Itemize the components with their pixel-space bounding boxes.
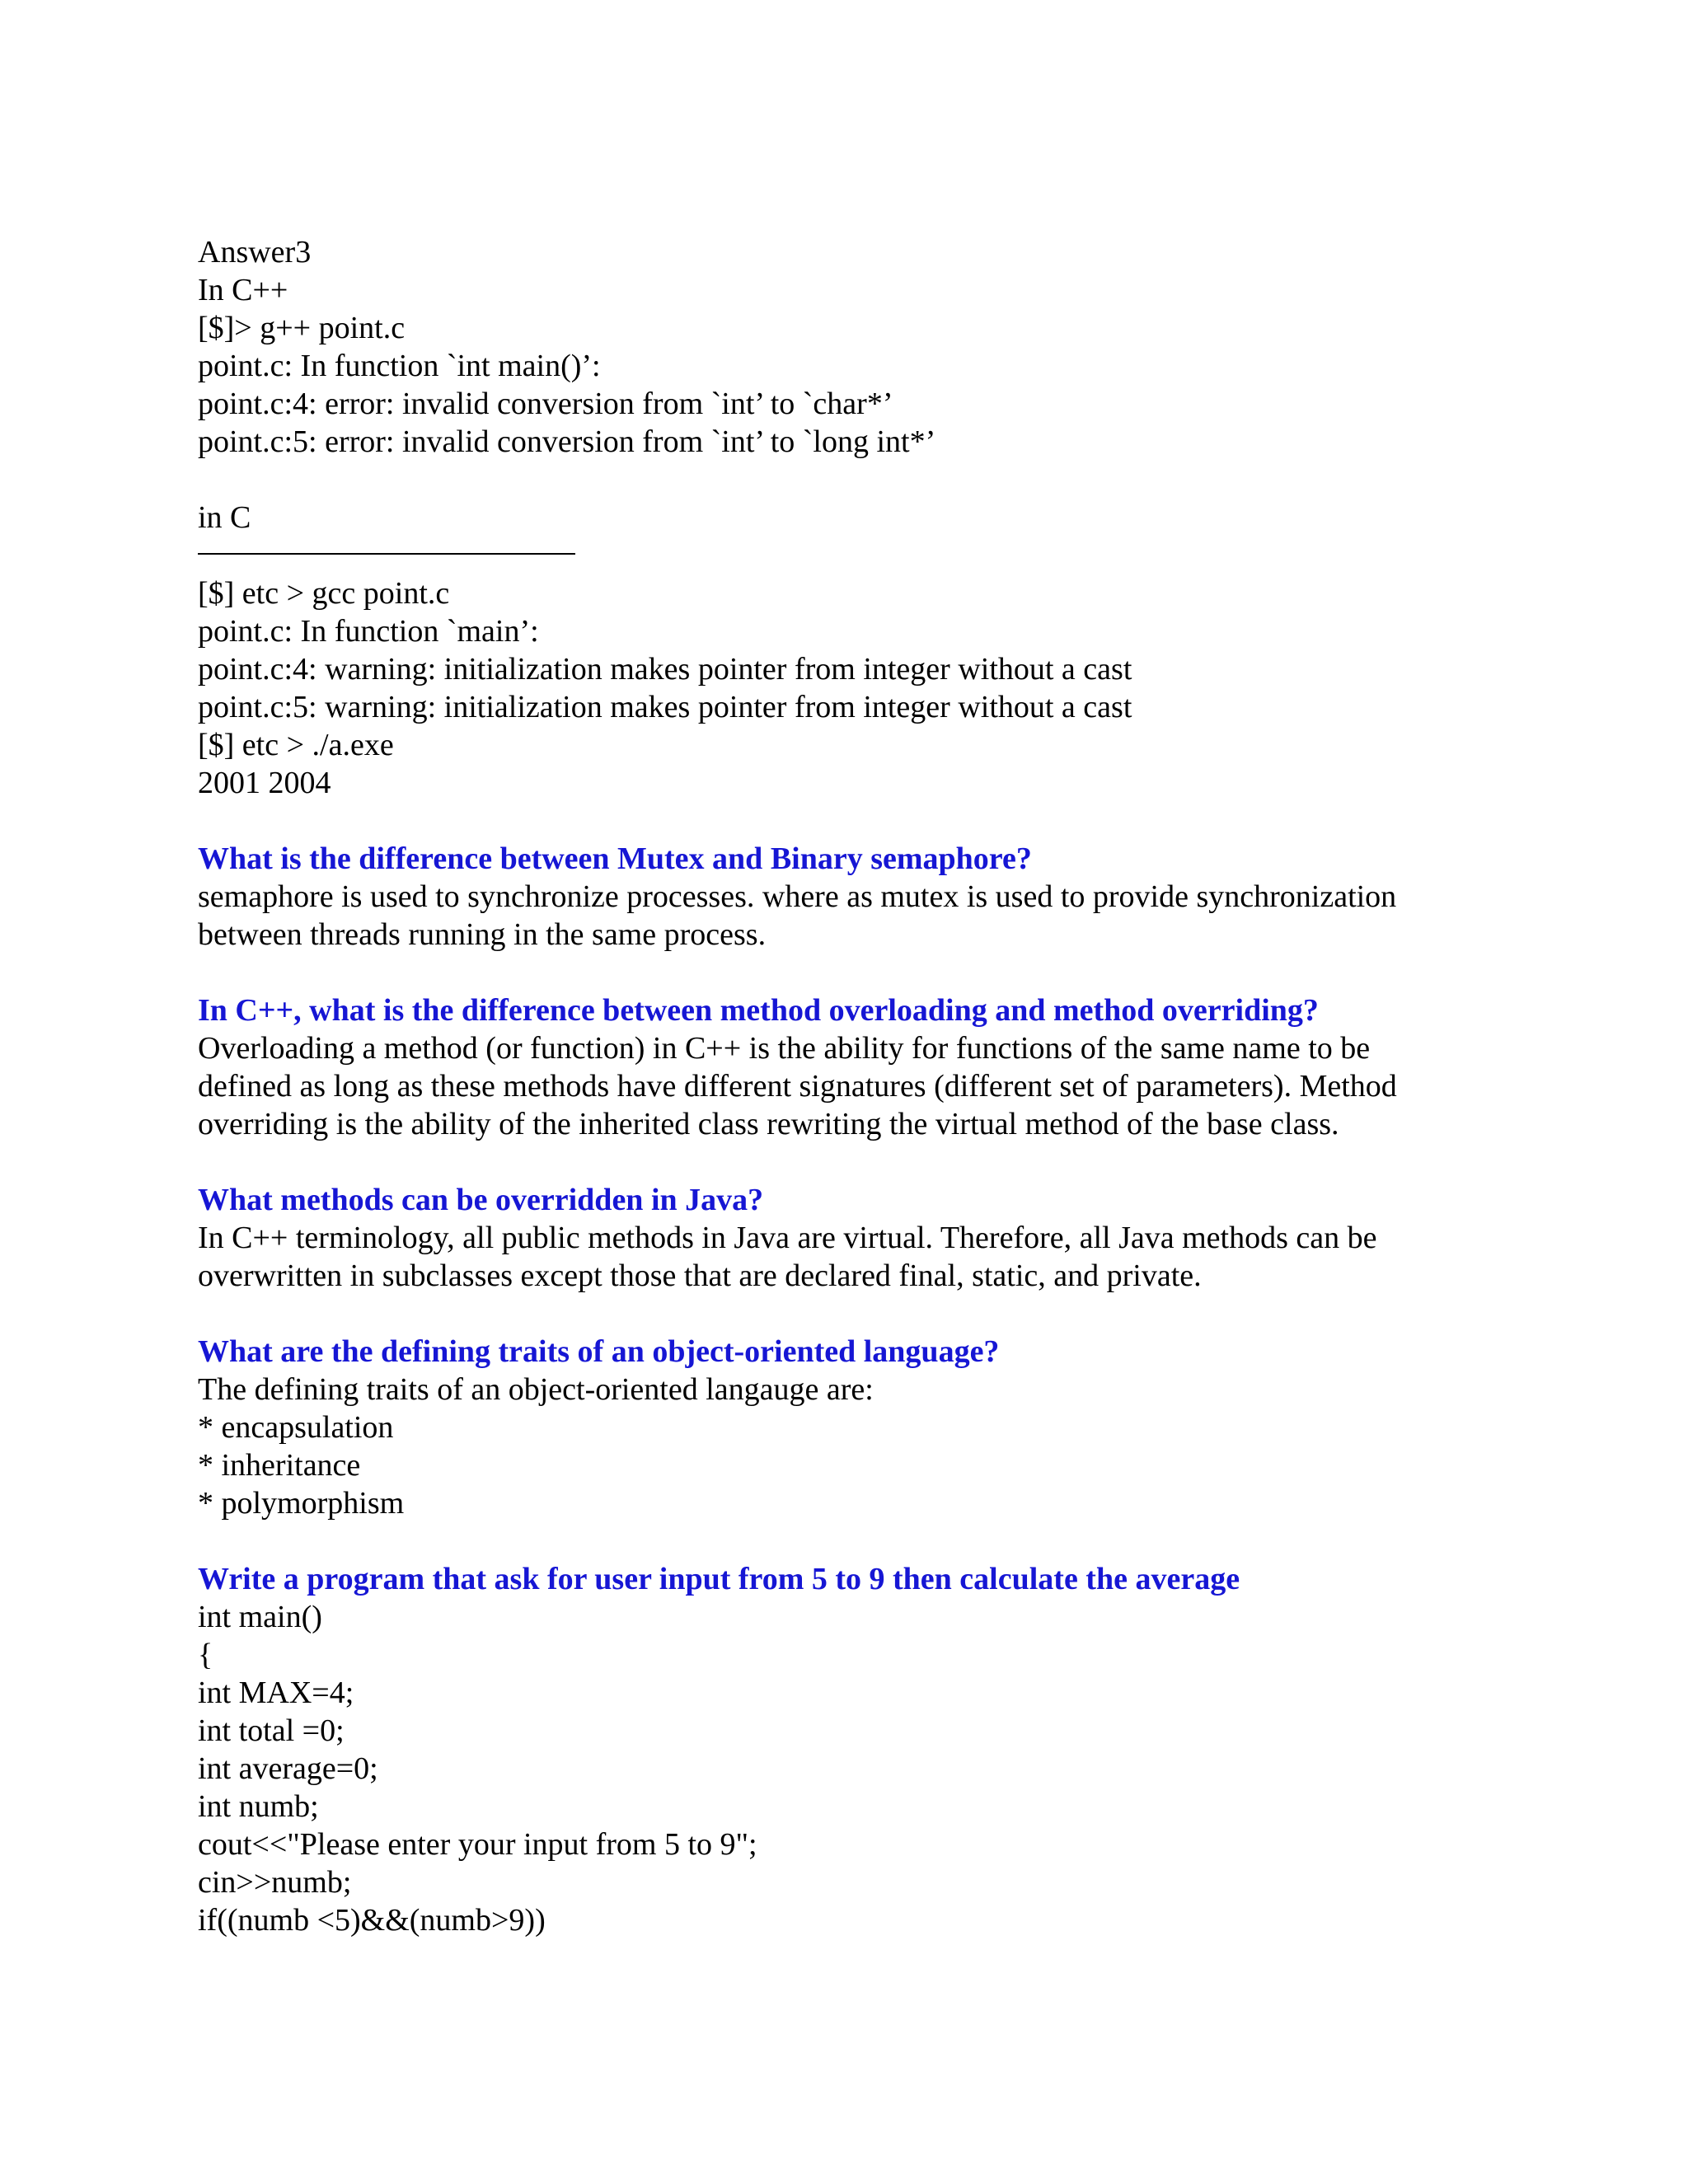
bullet-item: * polymorphism [198,1486,405,1521]
c-command-line: [$] etc > gcc point.c [198,576,450,611]
cpp-output-line: point.c:5: error: invalid conversion from `int’ to `long int*’ [198,424,936,459]
answer-line: between threads running in the same process. [198,917,767,952]
cpp-label: In C++ [198,273,288,307]
answer3-section [198,233,1517,802]
code-line: cout<<"Please enter your input from 5 to 9"; [198,1827,757,1862]
cpp-output-line: point.c: In function `int main()’: [198,349,601,383]
answer3-heading: Answer3 [198,235,312,269]
spacer [198,1522,1517,1560]
answer-line: overwritten in subclasses except those that are declared final, static, and private. [198,1258,1202,1293]
c-output-line: point.c: In function `main’: [198,614,539,649]
horizontal-rule [198,553,575,555]
cpp-command-line: [$]> g++ point.c [198,311,406,345]
question-heading: In C++, what is the difference between method overloading and method overriding? [198,993,1319,1028]
code-line: int total =0; [198,1713,345,1748]
c-output-line: 2001 2004 [198,766,331,800]
answer-line: In C++ terminology, all public methods in Java are virtual. Therefore, all Java methods can be [198,1221,1377,1255]
document-page [198,233,1517,1939]
qa-item-overloading [198,991,1517,1143]
answer-line: defined as long as these methods have different signatures (different set of parameters). Method [198,1069,1397,1104]
answer-line: The defining traits of an object-oriented langauge are: [198,1372,874,1407]
spacer [198,461,1517,499]
bullet-item: * inheritance [198,1448,361,1483]
answer-line: overriding is the ability of the inherited class rewriting the virtual method of the base class. [198,1107,1339,1141]
spacer [198,1295,1517,1333]
qa-item-mutex [198,840,1517,954]
spacer [198,954,1517,991]
spacer [198,802,1517,840]
bullet-item: * encapsulation [198,1410,394,1445]
code-line: int main() [198,1600,322,1634]
answer-line: Overloading a method (or function) in C++ is the ability for functions of the same name to be [198,1031,1371,1066]
code-line: cin>>numb; [198,1865,352,1900]
c-output-line: point.c:4: warning: initialization makes pointer from integer without a cast [198,652,1132,687]
question-heading: What are the defining traits of an object-oriented language? [198,1334,1000,1369]
qa-item-oop-traits [198,1333,1517,1522]
spacer [198,1143,1517,1181]
qa-item-average-program [198,1560,1517,1939]
code-line: if((numb <5)&&(numb>9)) [198,1903,546,1938]
question-heading: What methods can be overridden in Java? [198,1183,764,1217]
c-command-line: [$] etc > ./a.exe [198,728,394,762]
code-line: { [198,1638,213,1672]
cpp-output-line: point.c:4: error: invalid conversion from `int’ to `char*’ [198,387,893,421]
code-line: int average=0; [198,1751,378,1786]
answer-line: semaphore is used to synchronize processes. where as mutex is used to provide synchronization [198,879,1397,914]
c-output-line: point.c:5: warning: initialization makes pointer from integer without a cast [198,690,1132,724]
question-heading: What is the difference between Mutex and Binary semaphore? [198,841,1032,876]
question-heading: Write a program that ask for user input from 5 to 9 then calculate the average [198,1562,1240,1596]
c-label: in C [198,500,251,535]
qa-item-java-overriding [198,1181,1517,1295]
code-line: int MAX=4; [198,1675,354,1710]
code-line: int numb; [198,1789,319,1824]
